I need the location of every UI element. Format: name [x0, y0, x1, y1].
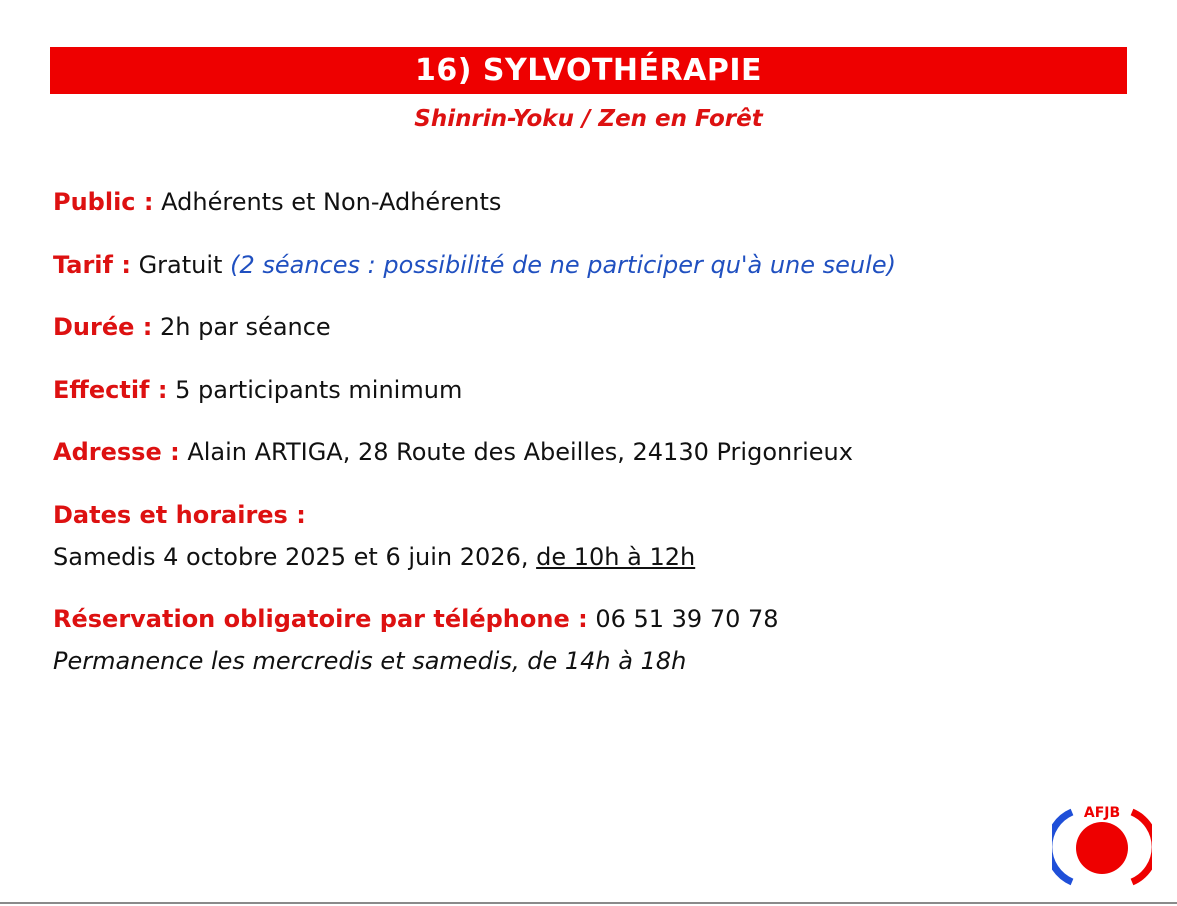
- title-bar: [50, 47, 1127, 94]
- reservation-label: Réservation obligatoire par téléphone :: [53, 605, 588, 633]
- page-subtitle: Shinrin-Yoku / Zen en Forêt: [414, 106, 763, 132]
- afjb-logo: [1052, 800, 1152, 886]
- duree-label: Durée :: [53, 313, 153, 341]
- dates-label: Dates et horaires :: [53, 501, 306, 529]
- dates-label-row: [53, 501, 306, 529]
- public-label: Public :: [53, 188, 154, 216]
- public-value: Adhérents et Non-Adhérents: [161, 188, 502, 216]
- reservation-note: Permanence les mercredis et samedis, de 14h à 18h: [53, 647, 687, 675]
- adresse-value: Alain ARTIGA, 28 Route des Abeilles, 24130 Prigonrieux: [187, 438, 853, 466]
- page-title: 16) SYLVOTHÉRAPIE: [415, 53, 762, 88]
- effectif-label: Effectif :: [53, 376, 168, 404]
- adresse-row: [53, 438, 853, 466]
- tarif-value: Gratuit: [138, 251, 223, 279]
- tarif-row: [53, 251, 896, 279]
- logo-red-arc: [1132, 812, 1152, 882]
- logo-text: AFJB: [1083, 805, 1121, 821]
- tarif-note: (2 séances : possibilité de ne participer qu'à une seule): [230, 251, 896, 279]
- duree-row: [53, 313, 331, 341]
- effectif-value: 5 participants minimum: [175, 376, 463, 404]
- reservation-phone: 06 51 39 70 78: [595, 605, 779, 633]
- tarif-label: Tarif :: [53, 251, 131, 279]
- dates-hours: de 10h à 12h: [536, 543, 696, 571]
- dates-value-row: [53, 543, 695, 571]
- bottom-divider: [0, 902, 1177, 904]
- reservation-row: [53, 605, 779, 633]
- reservation-note-row: [53, 647, 686, 675]
- adresse-label: Adresse :: [53, 438, 180, 466]
- public-row: [53, 188, 501, 216]
- duree-value: 2h par séance: [160, 313, 331, 341]
- logo-red-disc: [1076, 822, 1128, 874]
- effectif-row: [53, 376, 462, 404]
- logo-blue-arc: [1052, 812, 1072, 882]
- dates-value: Samedis 4 octobre 2025 et 6 juin 2026,: [53, 543, 529, 571]
